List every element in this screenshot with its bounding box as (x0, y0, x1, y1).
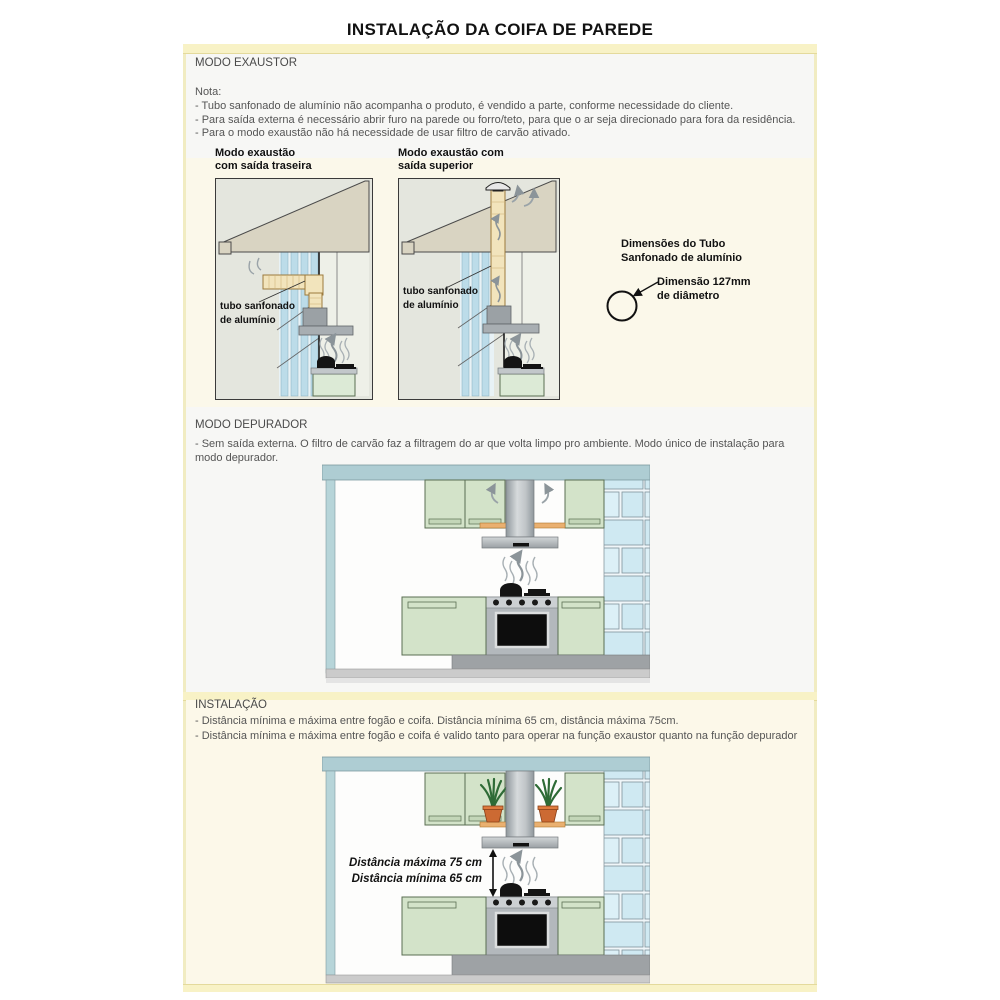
heading-line: Dimensões do Tubo (621, 238, 726, 250)
ceiling (322, 465, 650, 480)
label-line: de diâmetro (657, 289, 720, 302)
page-title: INSTALAÇÃO DA COIFA DE PAREDE (346, 20, 654, 39)
tube-label: tubo sanfonado (403, 286, 478, 297)
tube-diameter-label (657, 276, 751, 303)
ceiling (322, 757, 650, 771)
exhaust-mode-heading: MODO EXAUSTOR (195, 57, 298, 69)
note-label: Nota: (195, 86, 222, 98)
floor (326, 975, 650, 983)
floor-edge (326, 678, 650, 683)
kitchen-illustration-installation (322, 753, 650, 985)
plinth (452, 655, 650, 669)
label-line: Dimensão 127mm (657, 276, 751, 288)
distance-max-label: Distância máxima 75 cm (349, 857, 482, 869)
note-item: - Distância mínima e máxima entre fogão e coifa é valido tanto para operar na função exaustor quanto na função depurador (195, 730, 798, 742)
flexible-tube (491, 190, 505, 306)
pot-icon (500, 583, 522, 597)
note-item: - Distância mínima e máxima entre fogão e coifa. Distância mínima 65 cm, distância máxima 75cm. (195, 715, 679, 727)
pot-icon (317, 356, 335, 368)
oven-window (496, 913, 548, 947)
tube-circle-icon (608, 292, 637, 321)
rear-exit-diagram (215, 178, 373, 400)
heading-line: Sanfonado de alumínio (621, 251, 743, 264)
installation-heading: INSTALAÇÃO (195, 699, 267, 711)
recirculation-note: - Sem saída externa. O filtro de carvão faz a filtragem do ar que volta limpo pro ambiente. Modo único de instalação para modo depurador. (195, 438, 785, 464)
pot-icon (500, 883, 522, 897)
plinth (452, 955, 650, 975)
top-accent-bar (183, 44, 817, 54)
installation-notes-list (195, 714, 810, 744)
bottom-accent-bar (183, 984, 817, 992)
top-exit-diagram-title (398, 147, 504, 172)
tube-label: tubo sanfonado (220, 301, 295, 312)
recirculation-mode-heading: MODO DEPURADOR (195, 419, 308, 431)
tube-label: de alumínio (220, 315, 276, 326)
exhaust-notes-list (195, 100, 810, 141)
note-item: - Tubo sanfonado de alumínio não acompanha o produto, é vendido a parte, conforme necessidade do cliente. (195, 100, 734, 112)
title-line: com saída traseira (215, 159, 312, 172)
kitchen-illustration-depurador (322, 463, 650, 685)
oven-window (496, 613, 548, 647)
brick-wall (604, 769, 650, 975)
distance-min-label: Distância mínima 65 cm (351, 873, 482, 885)
title-line: Modo exaustão com (398, 147, 504, 159)
title-line: saída superior (398, 159, 474, 172)
note-item: - Para o modo exaustão não há necessidade de usar filtro de carvão ativado. (195, 127, 571, 139)
tube-label: de alumínio (403, 300, 459, 311)
floor (326, 669, 650, 678)
brick-wall (604, 478, 650, 669)
hood-vent (513, 543, 529, 547)
rear-exit-diagram-title (215, 147, 312, 172)
roof-eave (402, 242, 414, 254)
pot-icon (504, 356, 522, 368)
hood-vent (513, 843, 529, 847)
left-wall (326, 480, 335, 673)
left-wall (326, 771, 335, 975)
right-accent-border (814, 53, 817, 991)
title-line: Modo exaustão (215, 147, 296, 159)
tube-dimensions-heading (621, 238, 742, 265)
top-exit-diagram (398, 178, 560, 400)
pointer-arrow (635, 282, 658, 295)
note-item: - Para saída externa é necessário abrir furo na parede ou forro/teto, para que o ar seja direcionado para fora da residência. (195, 113, 796, 126)
